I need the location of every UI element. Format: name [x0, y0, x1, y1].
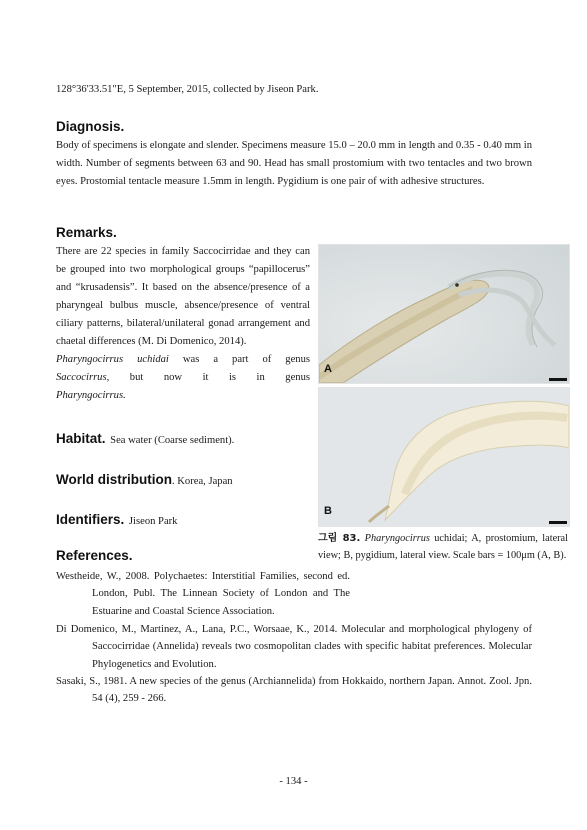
- distribution-text: . Korea, Japan: [171, 476, 233, 487]
- reference-item: Westheide, W., 2008. Polychaetes: Interstitial Families, second ed. London, Publ. The Linnean Society of London and The Estuarine and Coastal Science Association.: [56, 571, 350, 617]
- habitat-line: [56, 431, 234, 446]
- remarks-body: There are 22 species in family Saccocirridae and they can be grouped into two morphological groups “papillocerus” and “krusadensis”. It based on the absence/presence of a pharyngeal bulbus muscle, absence/presence of ventral ciliary patterns, bilateral/unilateral gonad arrangement and chaetal differences (M. Di Domenico, 2014).: [56, 246, 310, 347]
- figure-a-prostomium-photo: [318, 244, 570, 384]
- remarks-mid-1: was a part of genus: [182, 354, 311, 365]
- page-number: - 134 -: [279, 776, 308, 787]
- identifiers-text: Jiseon Park: [128, 516, 178, 527]
- reference-item: Di Domenico, M., Martinez, A., Lana, P.C., Worsaae, K., 2014. Molecular and morphological phylogeny of Saccocirridae (Annelida) reveals two cosmopolitan clades with specific habitat preferences. Molecular Phylogenetics and Evolution.: [56, 624, 532, 670]
- remarks-new-genus: Pharyngocirrus.: [56, 390, 126, 401]
- figure-caption-text: uchidai; A, prostomium, lateral view; B, pygidium, lateral view. Scale bars = 100μm (A, B).: [318, 533, 568, 561]
- figure-b-label: B: [324, 505, 332, 517]
- remarks-heading: Remarks.: [56, 225, 117, 240]
- distribution-line: [56, 472, 233, 487]
- diagnosis-heading: Diagnosis.: [56, 119, 125, 134]
- references-list: [56, 621, 532, 707]
- figure-caption-number: 그림 83.: [318, 533, 361, 544]
- remarks-species-name: Pharyngocirrus uchidai: [56, 354, 169, 365]
- figure-b-scale-bar: [549, 521, 567, 524]
- remarks-text: [56, 243, 310, 405]
- locality-line: 128°36'33.51"E, 5 September, 2015, collected by Jiseon Park.: [56, 84, 319, 95]
- identifiers-line: [56, 512, 177, 527]
- remarks-mid-2: but now it is in genus: [129, 372, 310, 383]
- references-heading: References.: [56, 548, 133, 563]
- diagnosis-text: Body of specimens is elongate and slender. Specimens measure 15.0 – 20.0 mm in length and 0.35 ‑ 0.40 mm in width. Number of segments between 63 and 90. Head has small prostomium with two tentacles and two brown eyes. Prostomial tentacle measure 1.5mm in length. Pygidium is one pair of with adhesive structures.: [56, 140, 532, 187]
- figure-a-scale-bar: [549, 378, 567, 381]
- figure-b-pygidium-photo: [318, 387, 570, 527]
- pygidium-illustration: [319, 388, 569, 526]
- figure-caption: [318, 531, 568, 564]
- reference-item: Sasaki, S., 1981. A new species of the genus (Archiannelida) from Hokkaido, northern Japan. Annot. Zool. Jpn. 54 (4), 259 ‑ 266.: [56, 675, 532, 705]
- prostomium-illustration: [319, 245, 569, 383]
- reference-item-1-start: [56, 568, 350, 620]
- figure-caption-species: Pharyngocirrus: [364, 533, 430, 544]
- distribution-heading: World distribution: [56, 472, 172, 487]
- identifiers-heading: Identifiers.: [56, 512, 125, 527]
- remarks-old-genus: Saccocirrus,: [56, 372, 110, 383]
- habitat-heading: Habitat.: [56, 431, 106, 446]
- habitat-text: Sea water (Coarse sediment).: [110, 435, 235, 446]
- figure-a-label: A: [324, 363, 332, 375]
